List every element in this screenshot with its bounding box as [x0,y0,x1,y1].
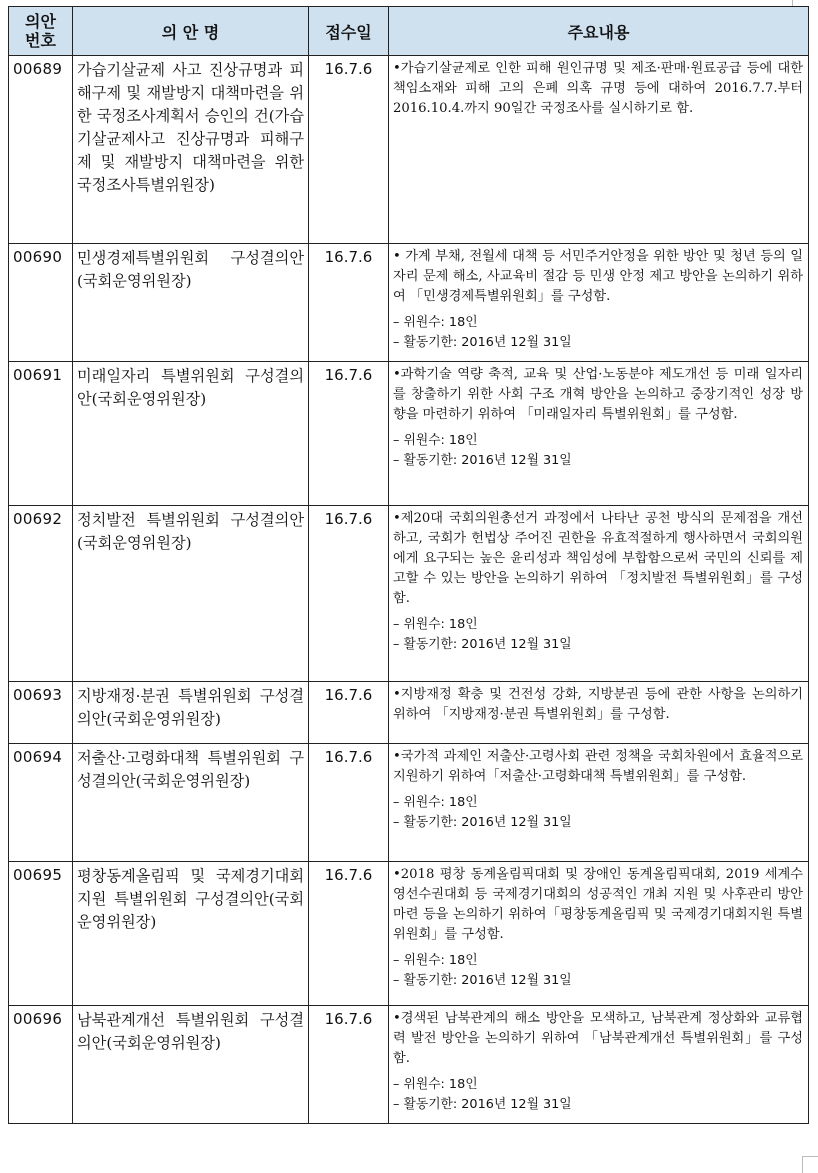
bill-number-cell: 00694 [9,744,73,862]
received-date-cell: 16.7.6 [309,1006,389,1124]
bill-name-cell: 남북관계개선 특별위원회 구성결의안(국회운영위원장) [73,1006,309,1124]
header-main-content: 주요내용 [389,7,809,56]
received-date-cell: 16.7.6 [309,506,389,682]
content-summary: •2018 평창 동계올림픽대회 및 장애인 동계올림픽대회, 2019 세계수영선수권대회 등 국제경기대회의 성공적인 개최 지원 및 사후관리 방안 마련 등을 논의하기 위하여「평창동계올림픽 및 국제경기대회지원 특별위원회」를 구성함. [393,867,803,942]
header-received-date: 접수일 [309,7,389,56]
main-content-cell [389,744,809,862]
content-details [393,313,803,353]
page-edge-mark [792,0,793,6]
content-summary: •경색된 남북관계의 해소 방안을 모색하고, 남북관계 정상화와 교류협력 발전 방안을 논의하기 위하여 「남북관계개선 특별위원회」를 구성함. [393,1011,803,1066]
content-summary: •과학기술 역량 축적, 교육 및 산업·노동분야 제도개선 등 미래 일자리를 창출하기 위한 사회 구조 개혁 방안을 논의하고 중장기적인 성장 방향을 마련하기 위하여 「미래일자리 특별위원회」를 구성함. [393,367,803,422]
activity-deadline-line: – 활동기한: 2016년 12월 31일 [393,1097,572,1112]
content-details [393,431,803,471]
table-row [9,244,809,362]
main-content-cell [389,362,809,506]
bill-name-cell: 정치발전 특별위원회 구성결의안(국회운영위원장) [73,506,309,682]
bill-name-cell: 지방재정·분권 특별위원회 구성결의안(국회운영위원장) [73,682,309,744]
header-bill-name: 의 안 명 [73,7,309,56]
main-content-cell [389,682,809,744]
bill-name-cell: 평창동계올림픽 및 국제경기대회지원 특별위원회 구성결의안(국회운영위원장) [73,862,309,1006]
bill-table [8,6,809,1124]
activity-deadline-line: – 활동기한: 2016년 12월 31일 [393,335,572,350]
main-content-cell [389,506,809,682]
received-date-cell: 16.7.6 [309,744,389,862]
bill-number-cell: 00696 [9,1006,73,1124]
bill-number-cell: 00691 [9,362,73,506]
member-count-line: – 위원수: 18인 [393,315,478,330]
table-row [9,506,809,682]
received-date-cell: 16.7.6 [309,56,389,244]
bill-name-cell: 미래일자리 특별위원회 구성결의안(국회운영위원장) [73,362,309,506]
content-summary: •지방재정 확충 및 건전성 강화, 지방분권 등에 관한 사항을 논의하기 위하여 「지방재정·분권 특별위원회」를 구성함. [393,687,803,722]
content-details [393,793,803,833]
page-corner-mark [802,1156,818,1173]
member-count-line: – 위원수: 18인 [393,433,478,448]
bill-number-cell: 00695 [9,862,73,1006]
main-content-cell [389,244,809,362]
header-bill-number [9,7,73,56]
content-summary: •제20대 국회의원총선거 과정에서 나타난 공천 방식의 문제점을 개선하고, 국회가 헌법상 주어진 권한을 유효적절하게 행사하면서 국회의원에게 요구되는 높은 윤리성과 책임성에 부합함으로써 국민의 신뢰를 제고할 수 있는 방안을 논의하기 위하여 「정치발전 특별위원회」를 구성함. [393,511,803,606]
bill-number-cell: 00690 [9,244,73,362]
table-row [9,862,809,1006]
table-body [9,56,809,1124]
content-summary: • 가계 부채, 전월세 대책 등 서민주거안정을 위한 방안 및 청년 등의 일자리 문제 해소, 사교육비 절감 등 민생 안정 제고 방안을 논의하기 위하여 「민생경제특별위원회」를 구성함. [393,249,803,304]
header-bill-number-line1: 의안 [25,12,56,31]
received-date-cell: 16.7.6 [309,862,389,1006]
member-count-line: – 위원수: 18인 [393,617,478,632]
content-details [393,615,803,655]
table-row [9,362,809,506]
activity-deadline-line: – 활동기한: 2016년 12월 31일 [393,973,572,988]
bill-name-cell: 민생경제특별위원회 구성결의안(국회운영위원장) [73,244,309,362]
table-row [9,56,809,244]
content-summary: •국가적 과제인 저출산·고령사회 관련 정책을 국회차원에서 효율적으로 지원하기 위하여「저출산·고령화대책 특별위원회」를 구성함. [393,749,803,784]
activity-deadline-line: – 활동기한: 2016년 12월 31일 [393,815,572,830]
bill-name-cell: 가습기살균제 사고 진상규명과 피해구제 및 재발방지 대책마련을 위한 국정조사계획서 승인의 건(가습기살균제사고 진상규명과 피해구제 및 재발방지 대책마련을 위한 국정조사특별위원장) [73,56,309,244]
received-date-cell: 16.7.6 [309,362,389,506]
main-content-cell [389,862,809,1006]
table-row [9,744,809,862]
table-row [9,1006,809,1124]
member-count-line: – 위원수: 18인 [393,953,478,968]
content-details [393,1075,803,1115]
content-summary: •가습기살균제로 인한 피해 원인규명 및 제조·판매·원료공급 등에 대한 책임소재와 피해 고의 은폐 의혹 규명 등에 대하여 2016.7.7.부터 2016.10.4.까지 90일간 국정조사를 실시하기로 함. [393,61,803,116]
header-bill-number-line2: 번호 [25,31,56,50]
main-content-cell [389,56,809,244]
main-content-cell [389,1006,809,1124]
member-count-line: – 위원수: 18인 [393,1077,478,1092]
activity-deadline-line: – 활동기한: 2016년 12월 31일 [393,637,572,652]
member-count-line: – 위원수: 18인 [393,795,478,810]
table-header-row [9,7,809,56]
document-page [8,6,808,1124]
bill-number-cell: 00693 [9,682,73,744]
activity-deadline-line: – 활동기한: 2016년 12월 31일 [393,453,572,468]
bill-name-cell: 저출산·고령화대책 특별위원회 구성결의안(국회운영위원장) [73,744,309,862]
received-date-cell: 16.7.6 [309,682,389,744]
content-details [393,951,803,991]
bill-number-cell: 00692 [9,506,73,682]
bill-number-cell: 00689 [9,56,73,244]
table-row [9,682,809,744]
received-date-cell: 16.7.6 [309,244,389,362]
